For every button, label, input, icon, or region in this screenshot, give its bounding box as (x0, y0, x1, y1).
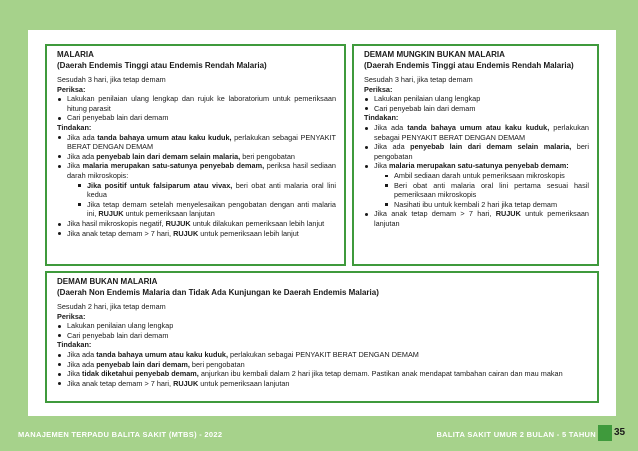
malaria-subtitle: (Daerah Endemis Tinggi atau Endemis Rendah Malaria) (57, 60, 267, 70)
list-item: Jika ada penyebab lain dari demam selain malaria, beri pengobatan (57, 152, 336, 162)
malaria-intro: Sesudah 3 hari, jika tetap demam (57, 75, 166, 84)
list-item: Ambil sediaan darah untuk pemeriksaan mikroskopis (384, 171, 589, 181)
page-number-marker (598, 425, 612, 441)
list-item: Jika malaria merupakan satu-satunya penyebab demam: Ambil sediaan darah untuk pemeriksaan mikroskopis Beri obat anti malaria oral lini pertama sesuai hasil pemeriksaan mikroskopis Nasihati ibu untuk kembali 2 hari jika tetap demam (364, 161, 589, 209)
demam-bukan-title: DEMAM BUKAN MALARIA (57, 277, 158, 286)
list-item: Lakukan penilaian ulang lengkap (57, 321, 589, 331)
list-item: Jika anak tetap demam > 7 hari, RUJUK untuk pemeriksaan lanjutan (57, 379, 589, 389)
demam-mungkin-title: DEMAM MUNGKIN BUKAN MALARIA (364, 50, 505, 59)
demam-bukan-tindakan-list (57, 350, 589, 388)
list-item: Jika ada penyebab lain dari demam, beri pengobatan (57, 360, 589, 370)
malaria-periksa-list (57, 94, 336, 123)
demam-bukan-subtitle: (Daerah Non Endemis Malaria dan Tidak Ada Kunjungan ke Daerah Endemis Malaria) (57, 287, 379, 297)
list-item: Jika ada tanda bahaya umum atau kaku kuduk, perlakukan sebagai PENYAKIT BERAT DENGAN DEMAM (57, 133, 336, 152)
list-item: Cari penyebab lain dari demam (57, 331, 589, 341)
list-item: Jika tetap demam setelah menyelesaikan pengobatan dengan anti malaria ini, RUJUK untuk pemeriksaan lanjutan (77, 200, 336, 219)
list-item: Cari penyebab lain dari demam (57, 113, 336, 123)
malaria-periksa-label: Periksa: (57, 84, 86, 94)
page-number: 35 (614, 427, 626, 438)
list-item: Jika positif untuk falsiparum atau vivax, beri obat anti malaria oral lini kedua (77, 181, 336, 200)
list-item: Jika malaria merupakan satu-satunya penyebab demam, periksa hasil sediaan darah mikroskopis: Jika positif untuk falsiparum atau vivax, beri obat anti malaria oral lini kedua Jika tetap demam setelah menyelesaikan pengobatan dengan anti malaria ini, RUJUK untuk pemeriksaan lanjutan (57, 161, 336, 219)
demam-bukan-tindakan-label: Tindakan: (57, 340, 92, 350)
demam-bukan-box (45, 271, 599, 403)
demam-bukan-intro: Sesudah 2 hari, jika tetap demam (57, 302, 166, 311)
malaria-box (45, 44, 346, 266)
list-item: Beri obat anti malaria oral lini pertama sesuai hasil pemeriksaan mikroskopis (384, 181, 589, 200)
demam-mungkin-box (352, 44, 599, 266)
demam-bukan-periksa-list (57, 321, 589, 340)
list-item: Lakukan penilaian ulang lengkap dan rujuk ke laboratorium untuk pemeriksaan hitung parasit (57, 94, 336, 113)
demam-mungkin-tindakan-list (364, 123, 589, 229)
footer-section-title: BALITA SAKIT UMUR 2 BULAN - 5 TAHUN (436, 430, 596, 439)
demam-mungkin-intro: Sesudah 3 hari, jika tetap demam (364, 75, 473, 84)
demam-mungkin-tindakan-label: Tindakan: (364, 113, 399, 123)
list-item: Jika hasil mikroskopis negatif, RUJUK untuk dilakukan pemeriksaan lebih lanjut (57, 219, 336, 229)
malaria-tindakan-list (57, 133, 336, 239)
demam-mungkin-periksa-label: Periksa: (364, 84, 393, 94)
list-item: Lakukan penilaian ulang lengkap (364, 94, 589, 104)
demam-bukan-periksa-label: Periksa: (57, 311, 86, 321)
malaria-tindakan-label: Tindakan: (57, 122, 92, 132)
list-item: Jika anak tetap demam > 7 hari, RUJUK untuk pemeriksaan lebih lanjut (57, 229, 336, 239)
list-item: Jika ada tanda bahaya umum atau kaku kuduk, perlakukan sebagai PENYAKIT BERAT DENGAN DEMAM (364, 123, 589, 142)
demam-mungkin-periksa-list (364, 94, 589, 113)
footer-document-title: MANAJEMEN TERPADU BALITA SAKIT (MTBS) - 2022 (18, 430, 223, 439)
list-item: Jika ada penyebab lain dari demam selain malaria, beri pengobatan (364, 142, 589, 161)
list-item: Jika tidak diketahui penyebab demam, anjurkan ibu kembali dalam 2 hari jika tetap demam. Pastikan anak mendapat tambahan cairan dan mau makan (57, 369, 589, 379)
demam-mungkin-sub-list (374, 171, 589, 209)
list-item: Nasihati ibu untuk kembali 2 hari jika tetap demam (384, 200, 589, 210)
list-item: Cari penyebab lain dari demam (364, 104, 589, 114)
list-item: Jika ada tanda bahaya umum atau kaku kuduk, perlakukan sebagai PENYAKIT BERAT DENGAN DEMAM (57, 350, 589, 360)
demam-mungkin-subtitle: (Daerah Endemis Tinggi atau Endemis Rendah Malaria) (364, 60, 574, 70)
malaria-title: MALARIA (57, 50, 94, 59)
list-item: Jika anak tetap demam > 7 hari, RUJUK untuk pemeriksaan lanjutan (364, 209, 589, 228)
malaria-sub-list (67, 181, 336, 219)
